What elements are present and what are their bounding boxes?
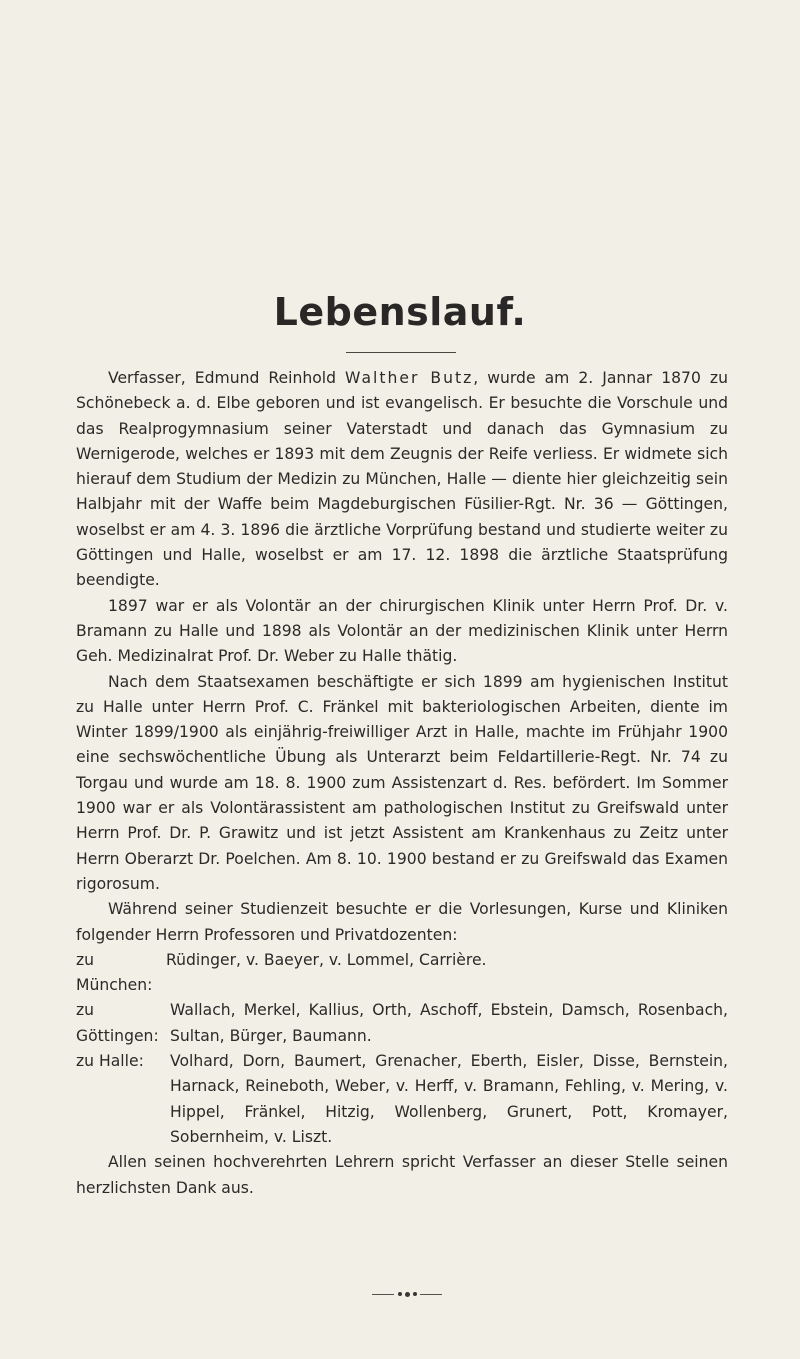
ornament-line-right [420,1294,442,1295]
paragraph-volunteer: 1897 war er als Volontär an der chirurgischen Klinik unter Herrn Prof. Dr. v. Bramann zu Halle und 1898 als Volontär an der medizinischen Klinik unter Herrn Geh. Medizinalrat Prof. Dr. Weber zu Halle thätig. [76,596,728,666]
paragraph-biography [76,366,728,594]
body-text [76,366,728,1201]
teacher-list-names: Wallach, Merkel, Kallius, Orth, Aschoff, Ebstein, Damsch, Rosenbach, Sultan, Bürger, Baumann. [170,1001,728,1045]
ornament-dot [405,1292,410,1297]
page-title: Lebenslauf. [273,290,527,334]
paragraph-closing: Allen seinen hochverehrten Lehrern spricht Verfasser an dieser Stelle seinen herzlichsten Dank aus. [76,1153,728,1197]
paragraph-biography-rest: , wurde am 2. Jannar 1870 zu Schönebeck a. d. Elbe geboren und ist evangelisch. Er besuchte die Vorschule und das Realprogymnasium seiner Vaterstadt und danach das Gymnasium zu Wernigerode, welches er 1893 mit dem Zeugnis der Reife verliess. Er widmete sich hierauf dem Studium der Medizin zu München, Halle — diente hier gleichzeitig sein Halbjahr mit der Waffe beim Magdeburgischen Füsilier-Rgt. Nr. 36 — Göttingen, woselbst er am 4. 3. 1896 die ärztliche Vorprüfung bestand und studierte weiter zu Göttingen und Halle, woselbst er am 17. 12. 1898 die ärztliche Staatsprüfung beendigte. [76,369,728,590]
end-ornament [372,1290,442,1300]
title-divider [346,352,456,353]
teacher-list-names: Rüdinger, v. Baeyer, v. Lommel, Carrière. [166,950,487,969]
paragraph-career: Nach dem Staatsexamen beschäftigte er sich 1899 am hygienischen Institut zu Halle unter Herrn Prof. C. Fränkel mit bakteriologischen Arbeiten, diente im Winter 1899/1900 als einjährig-freiwilliger Arzt in Halle, machte im Frühjahr 1900 eine sechswöchentliche Übung als Unterarzt beim Feldartillerie-Regt. Nr. 74 zu Torgau und wurde am 18. 8. 1900 zum Assistenzart d. Res. befördert. Im Sommer 1900 war er als Volontärassistent am pathologischen Institut zu Greifswald unter Herrn Prof. Dr. P. Grawitz und ist jetzt Assistent am Krankenhaus zu Zeitz unter Herrn Oberarzt Dr. Poelchen. Am 8. 10. 1900 bestand er zu Greifswald das Examen rigorosum. [76,672,728,893]
teacher-list-row [76,1049,728,1150]
paragraph-studies: Während seiner Studienzeit besuchte er die Vorlesungen, Kurse und Kliniken folgender Herrn Professoren und Privatdozenten: [76,900,728,944]
ornament-dot [413,1292,417,1296]
teacher-list-city: zu München: [76,950,153,995]
ornament-dot [398,1292,402,1296]
author-name: Walther Butz [345,369,474,387]
teacher-list-row [76,948,728,999]
teacher-list-row [76,998,728,1049]
teacher-list-city: zu Göttingen: [76,1001,159,1045]
teacher-list-city: zu Halle: [76,1052,144,1071]
paragraph-biography-start: Verfasser, Edmund Reinhold [108,369,346,387]
ornament-line-left [372,1294,394,1295]
teacher-list-names: Volhard, Dorn, Baumert, Grenacher, Eberth, Eisler, Disse, Bernstein, Harnack, Reineboth, Weber, v. Herff, v. Bramann, Fehling, v. Mering, v. Hippel, Fränkel, Hitzig, Wollenberg, Grunert, Pott, Kromayer, Sobernheim, v. Liszt. [170,1052,728,1146]
